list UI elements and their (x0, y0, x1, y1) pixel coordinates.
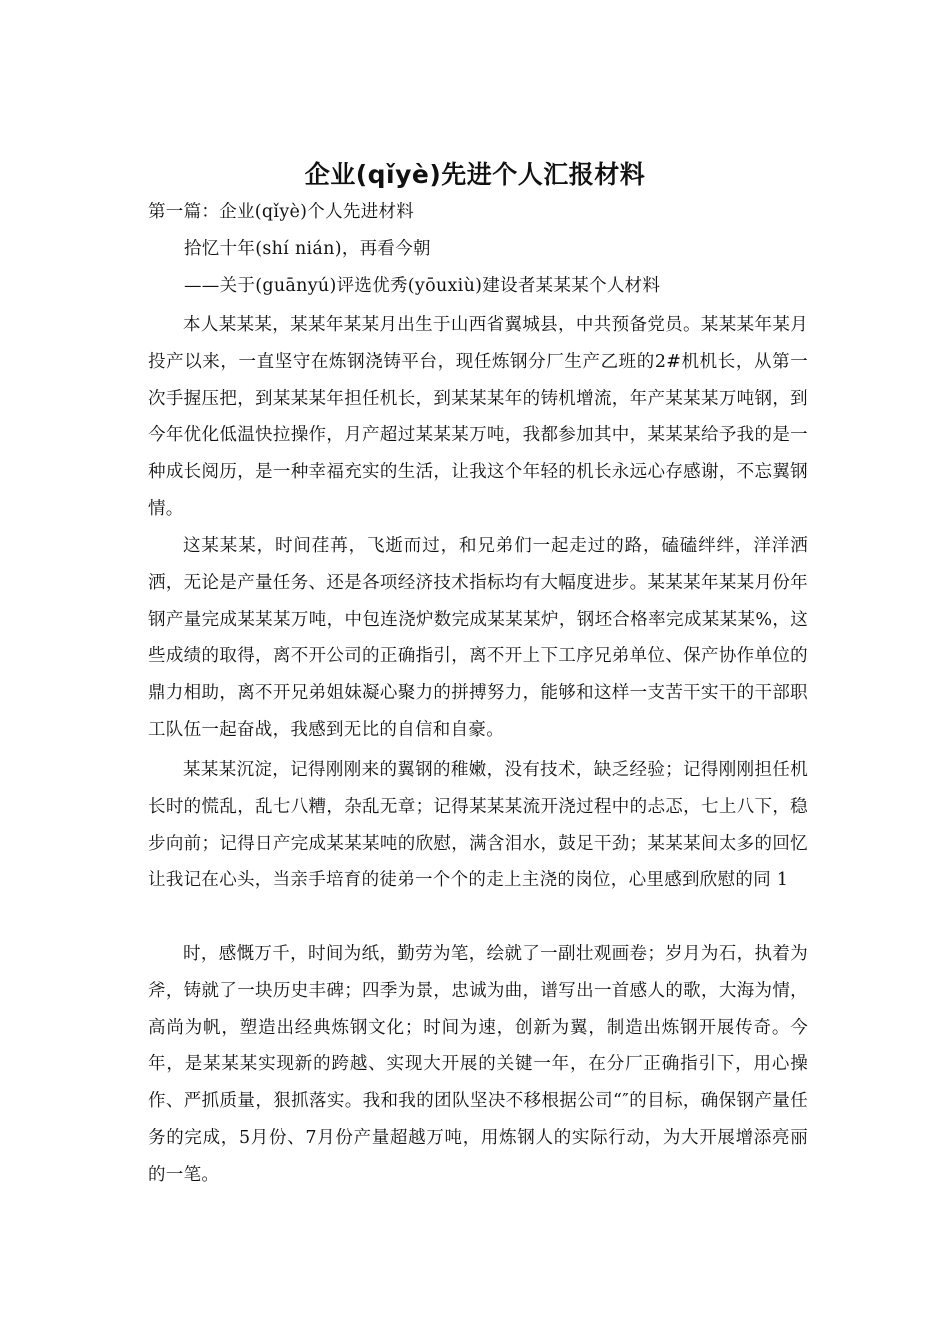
paragraph-4: 时，感慨万千，时间为纸，勤劳为笔，绘就了一副壮观画卷；岁月为石，执着为斧，铸就了一块历史丰碑；四季为景，忠诚为曲，谱写出一首感人的歌，大海为情，高尚为帆，塑造出经典炼钢文化；时间为速，创新为翼，制造出炼钢开展传奇。今年，是某某某实现新的跨越、实现大开展的关键一年，在分厂正确指引下，用心操作、严抓质量，狠抓落实。我和我的团队坚决不移根据公司“″的目标，确保钢产量任务的完成，5月份、7月份产量超越万吨，用炼钢人的实际行动，为大开展增添亮丽的一笔。 (148, 944, 808, 1185)
subtitle: 拾忆十年(shí nián)，再看今朝 (184, 239, 431, 259)
byline: ——关于(guānyú)评选优秀(yōuxiù)建设者某某某个人材料 (184, 276, 661, 296)
paragraph-3: 某某某沉淀，记得刚刚来的翼钢的稚嫩，没有技术，缺乏经验；记得刚刚担任机长时的慌乱，乱七八糟，杂乱无章；记得某某某流开浇过程中的忐忑，七上八下，稳步向前；记得日产完成某某某吨的欣慰，满含泪水，鼓足干劲；某某某间太多的回忆让我记在心头，当亲手培育的徒弟一个个的走上主浇的岗位，心里感到欣慰的同 1 (148, 760, 808, 891)
chapter-heading: 第一篇：企业(qǐyè)个人先进材料 (148, 202, 415, 222)
document-title: 企业(qǐyè)先进个人汇报材料 (304, 160, 646, 189)
paragraph-2: 这某某某，时间荏苒，飞逝而过，和兄弟们一起走过的路，磕磕绊绊，洋洋洒洒，无论是产量任务、还是各项经济技术指标均有大幅度进步。某某某年某某月份年钢产量完成某某某万吨，中包连浇炉数完成某某某炉，钢坯合格率完成某某某%，这些成绩的取得，离不开公司的正确指引，离不开上下工序兄弟单位、保产协作单位的鼎力相助，离不开兄弟姐妹凝心聚力的拼搏努力，能够和这样一支苦干实干的干部职工队伍一起奋战，我感到无比的自信和自豪。 (148, 536, 808, 740)
paragraph-1: 本人某某某，某某年某某月出生于山西省翼城县，中共预备党员。某某某年某月投产以来，一直坚守在炼钢浇铸平台，现任炼钢分厂生产乙班的2#机机长，从第一次手握压把，到某某某年担任机长，到某某某年的铸机增流，年产某某某万吨钢，到今年优化低温快拉操作，月产超过某某某万吨，我都参加其中，某某某给予我的是一种成长阅历，是一种幸福充实的生活，让我这个年轻的机长永远心存感谢，不忘翼钢情。 (148, 315, 808, 519)
